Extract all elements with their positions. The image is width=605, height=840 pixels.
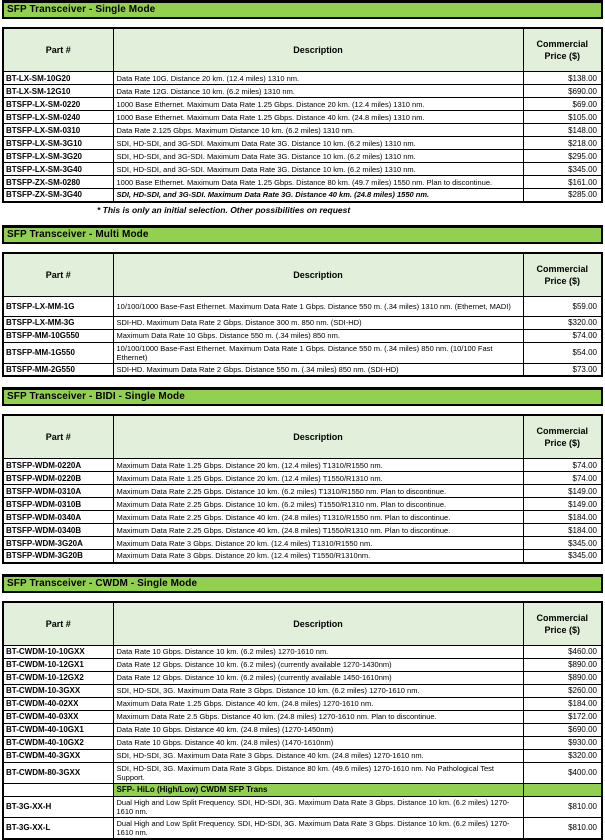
section-title: SFP Transceiver - Multi Mode (2, 225, 603, 244)
part-number-cell: BTSFP-ZX-SM-0280 (3, 176, 113, 189)
table-row (3, 658, 602, 671)
price-cell: $74.00 (523, 329, 602, 342)
table-row (3, 817, 602, 839)
table-header-row (3, 28, 602, 72)
price-cell: $184.00 (523, 697, 602, 710)
price-cell: $148.00 (523, 124, 602, 137)
description-cell: Maximum Data Rate 2.25 Gbps. Distance 40 km. (24.8 miles) T1550/R1310 nm. Plan to discontinue. (113, 524, 523, 537)
price-cell: $320.00 (523, 749, 602, 762)
part-number-cell: BTSFP-WDM-0310A (3, 485, 113, 498)
description-cell: Maximum Data Rate 2.5 Gbps. Distance 40 km. (24.8 miles) 1270-1610 nm. Plan to discontinue. (113, 710, 523, 723)
price-cell: $149.00 (523, 485, 602, 498)
table-row (3, 671, 602, 684)
table-row (3, 537, 602, 550)
part-number-cell: BTSFP-WDM-3G20A (3, 537, 113, 550)
table-row (3, 124, 602, 137)
description-cell: Maximum Data Rate 2.25 Gbps. Distance 10 km. (6.2 miles) T1310/R1550 nm. Plan to discontinue. (113, 485, 523, 498)
price-table (2, 252, 603, 378)
table-row (3, 296, 602, 316)
part-number-cell: BTSFP-ZX-SM-3G40 (3, 189, 113, 202)
part-number-cell: BT-CWDM-40-02XX (3, 697, 113, 710)
col-header-part: Part # (3, 28, 113, 72)
price-cell: $59.00 (523, 296, 602, 316)
description-cell: 10/100/1000 Base-Fast Ethernet. Maximum Data Rate 1 Gbps. Distance 550 m. (.34 miles) 1310 nm. (Ethernet, MADI) (113, 296, 523, 316)
col-header-description: Description (113, 28, 523, 72)
table-row (3, 189, 602, 202)
table-row (3, 645, 602, 658)
part-number-cell: BT-CWDM-80-3GXX (3, 762, 113, 783)
table-row (3, 710, 602, 723)
description-cell: Data Rate 12G. Distance 10 km. (6.2 miles) 1310 nm. (113, 85, 523, 98)
description-cell: Data Rate 10 Gbps. Distance 40 km. (24.8 miles) (1270-1450nm) (113, 723, 523, 736)
price-cell: $460.00 (523, 645, 602, 658)
price-cell: $73.00 (523, 363, 602, 376)
table-row (3, 98, 602, 111)
table-row (3, 85, 602, 98)
part-number-cell: BTSFP-MM-10G550 (3, 329, 113, 342)
part-number-cell: BT-CWDM-10-10GXX (3, 645, 113, 658)
part-number-cell: BT-CWDM-10-12GX1 (3, 658, 113, 671)
price-table (2, 414, 603, 564)
description-cell: 1000 Base Ethernet. Maximum Data Rate 1.25 Gbps. Distance 20 km. (12.4 miles) 1310 nm. (113, 98, 523, 111)
part-number-cell: BTSFP-LX-MM-1G (3, 296, 113, 316)
price-cell: $810.00 (523, 796, 602, 817)
subheader-empty-cell (3, 783, 113, 796)
col-header-price: Commercial Price ($) (523, 253, 602, 297)
description-cell: SDI, HD-SDI, and 3G-SDI. Maximum Data Rate 3G. Distance 10 km. (6.2 miles) 1310 nm. (113, 137, 523, 150)
part-number-cell: BT-3G-XX-L (3, 817, 113, 839)
part-number-cell: BTSFP-LX-SM-0310 (3, 124, 113, 137)
table-row (3, 550, 602, 563)
table-row (3, 485, 602, 498)
table-row (3, 176, 602, 189)
description-cell: Data Rate 12 Gbps. Distance 10 km. (6.2 miles) (currently available 1270-1430nm) (113, 658, 523, 671)
col-header-price: Commercial Price ($) (523, 602, 602, 646)
table-row (3, 697, 602, 710)
table-row (3, 363, 602, 376)
part-number-cell: BTSFP-LX-SM-0240 (3, 111, 113, 124)
part-number-cell: BTSFP-LX-SM-3G20 (3, 150, 113, 163)
part-number-cell: BTSFP-LX-SM-0220 (3, 98, 113, 111)
col-header-description: Description (113, 602, 523, 646)
selection-footnote: * This is only an initial selection. Other possibilities on request (97, 204, 351, 215)
section-cwdm-single-mode (2, 574, 603, 840)
part-number-cell: BT-CWDM-40-03XX (3, 710, 113, 723)
table-row (3, 749, 602, 762)
table-row (3, 150, 602, 163)
price-cell: $74.00 (523, 459, 602, 472)
price-cell: $184.00 (523, 511, 602, 524)
price-cell: $218.00 (523, 137, 602, 150)
table-row (3, 459, 602, 472)
description-cell: Maximum Data Rate 3 Gbps. Distance 20 km. (12.4 miles) T1310/R1550 nm. (113, 537, 523, 550)
price-cell: $172.00 (523, 710, 602, 723)
col-header-price: Commercial Price ($) (523, 28, 602, 72)
col-header-part: Part # (3, 602, 113, 646)
table-row (3, 472, 602, 485)
price-cell: $890.00 (523, 671, 602, 684)
price-cell: $320.00 (523, 316, 602, 329)
description-cell: Data Rate 10 Gbps. Distance 10 km. (6.2 miles) 1270-1610 nm. (113, 645, 523, 658)
group-subheader-label: SFP- HiLo (High/Low) CWDM SFP Trans (113, 783, 523, 796)
col-header-part: Part # (3, 415, 113, 459)
part-number-cell: BTSFP-WDM-0220B (3, 472, 113, 485)
description-cell: SDI, HD-SDI, and 3G-SDI. Maximum Data Rate 3G. Distance 40 km. (24.8 miles) 1550 nm. (113, 189, 523, 202)
table-row (3, 524, 602, 537)
table-header-row (3, 253, 602, 297)
description-cell: SDI, HD-SDI, 3G. Maximum Data Rate 3 Gbps. Distance 40 km. (24.8 miles) 1270-1610 nm. (113, 749, 523, 762)
price-cell: $74.00 (523, 472, 602, 485)
price-cell: $810.00 (523, 817, 602, 839)
description-cell: SDI-HD. Maximum Data Rate 2 Gbps. Distance 300 m. 850 nm. (SDI-HD) (113, 316, 523, 329)
description-cell: Data Rate 10 Gbps. Distance 40 km. (24.8 miles) (1470-1610nm) (113, 736, 523, 749)
price-cell: $184.00 (523, 524, 602, 537)
description-cell: Maximum Data Rate 3 Gbps. Distance 20 km. (12.4 miles) T1550/R1310nm. (113, 550, 523, 563)
section-title: SFP Transceiver - BIDI - Single Mode (2, 387, 603, 406)
section-title: SFP Transceiver - CWDM - Single Mode (2, 574, 603, 593)
description-cell: Maximum Data Rate 2.25 Gbps. Distance 40 km. (24.8 miles) T1310/R1550 nm. Plan to discontinue. (113, 511, 523, 524)
part-number-cell: BTSFP-LX-SM-3G10 (3, 137, 113, 150)
description-cell: Maximum Data Rate 1.25 Gbps. Distance 20 km. (12.4 miles) T1310/R1550 nm. (113, 459, 523, 472)
table-row (3, 111, 602, 124)
description-cell: Maximum Data Rate 1.25 Gbps. Distance 40 km. (24.8 miles) 1270-1610 nm. (113, 697, 523, 710)
price-cell: $690.00 (523, 85, 602, 98)
price-cell: $138.00 (523, 72, 602, 85)
col-header-description: Description (113, 253, 523, 297)
part-number-cell: BTSFP-LX-SM-3G40 (3, 163, 113, 176)
table-row (3, 762, 602, 783)
description-cell: Data Rate 12 Gbps. Distance 10 km. (6.2 miles) (currently available 1450-1610nm) (113, 671, 523, 684)
part-number-cell: BT-LX-SM-12G10 (3, 85, 113, 98)
part-number-cell: BTSFP-MM-2G550 (3, 363, 113, 376)
price-cell: $345.00 (523, 550, 602, 563)
price-cell: $930.00 (523, 736, 602, 749)
description-cell: Maximum Data Rate 1.25 Gbps. Distance 20 km. (12.4 miles) T1550/R1310 nm. (113, 472, 523, 485)
description-cell: Maximum Data Rate 10 Gbps. Distance 550 m. (.34 miles) 850 nm. (113, 329, 523, 342)
description-cell: Dual High and Low Split Frequency. SDI, HD-SDI, 3G. Maximum Data Rate 3 Gbps. Distance 10 km. (6.2 miles) 1270-1610 nm. (113, 796, 523, 817)
part-number-cell: BT-3G-XX-H (3, 796, 113, 817)
price-cell: $690.00 (523, 723, 602, 736)
col-header-description: Description (113, 415, 523, 459)
table-header-row (3, 415, 602, 459)
description-cell: SDI, HD-SDI, 3G. Maximum Data Rate 3 Gbps. Distance 10 km. (6.2 miles) 1270-1610 nm. (113, 684, 523, 697)
part-number-cell: BTSFP-MM-1G550 (3, 342, 113, 363)
price-cell: $54.00 (523, 342, 602, 363)
price-cell: $400.00 (523, 762, 602, 783)
description-cell: Dual High and Low Split Frequency. SDI, HD-SDI, 3G. Maximum Data Rate 3 Gbps. Distance 10 km. (6.2 miles) 1270-1610 nm. (113, 817, 523, 839)
table-row (3, 684, 602, 697)
part-number-cell: BT-CWDM-10-3GXX (3, 684, 113, 697)
section-bidi-single-mode (2, 387, 603, 564)
part-number-cell: BT-LX-SM-10G20 (3, 72, 113, 85)
part-number-cell: BT-CWDM-40-10GX2 (3, 736, 113, 749)
part-number-cell: BTSFP-LX-MM-3G (3, 316, 113, 329)
description-cell: 1000 Base Ethernet. Maximum Data Rate 1.25 Gbps. Distance 40 km. (24.8 miles) 1310 nm. (113, 111, 523, 124)
price-cell: $345.00 (523, 163, 602, 176)
part-number-cell: BTSFP-WDM-0340B (3, 524, 113, 537)
price-cell: $149.00 (523, 498, 602, 511)
part-number-cell: BTSFP-WDM-0340A (3, 511, 113, 524)
col-header-part: Part # (3, 253, 113, 297)
price-table (2, 601, 603, 840)
table-row (3, 511, 602, 524)
table-row (3, 498, 602, 511)
table-header-row (3, 602, 602, 646)
price-cell: $105.00 (523, 111, 602, 124)
description-cell: 10/100/1000 Base-Fast Ethernet. Maximum Data Rate 1 Gbps. Distance 550 m. (.34 miles) 850 nm. (10/100 Fast Ethernet) (113, 342, 523, 363)
section-multi-mode (2, 225, 603, 378)
price-cell: $69.00 (523, 98, 602, 111)
description-cell: SDI, HD-SDI, and 3G-SDI. Maximum Data Rate 3G. Distance 10 km. (6.2 miles) 1310 nm. (113, 163, 523, 176)
price-cell: $260.00 (523, 684, 602, 697)
price-table (2, 27, 603, 203)
subheader-empty-price-cell (523, 783, 602, 796)
description-cell: Maximum Data Rate 2.25 Gbps. Distance 10 km. (6.2 miles) T1550/R1310 nm. Plan to discontinue. (113, 498, 523, 511)
group-subheader-row (3, 783, 602, 796)
table-row (3, 329, 602, 342)
price-cell: $161.00 (523, 176, 602, 189)
table-row (3, 163, 602, 176)
price-cell: $345.00 (523, 537, 602, 550)
col-header-price: Commercial Price ($) (523, 415, 602, 459)
description-cell: Data Rate 10G. Distance 20 km. (12.4 miles) 1310 nm. (113, 72, 523, 85)
description-cell: Data Rate 2.125 Gbps. Maximum Distance 10 km. (6.2 miles) 1310 nm. (113, 124, 523, 137)
description-cell: SDI-HD. Maximum Data Rate 2 Gbps. Distance 550 m. (.34 miles) 850 nm. (SDI-HD) (113, 363, 523, 376)
description-cell: SDI, HD-SDI, and 3G-SDI. Maximum Data Rate 3G. Distance 10 km. (6.2 miles) 1310 nm. (113, 150, 523, 163)
table-row (3, 796, 602, 817)
section-title: SFP Transceiver - Single Mode (2, 0, 603, 19)
price-cell: $285.00 (523, 189, 602, 202)
part-number-cell: BT-CWDM-40-3GXX (3, 749, 113, 762)
description-cell: SDI, HD-SDI, 3G. Maximum Data Rate 3 Gbps. Distance 80 km. (49.6 miles) 1270-1610 nm. No Pathological Test Support. (113, 762, 523, 783)
part-number-cell: BT-CWDM-40-10GX1 (3, 723, 113, 736)
part-number-cell: BTSFP-WDM-3G20B (3, 550, 113, 563)
table-row (3, 316, 602, 329)
table-row (3, 342, 602, 363)
table-row (3, 736, 602, 749)
description-cell: 1000 Base Ethernet. Maximum Data Rate 1.25 Gbps. Distance 80 km. (49.7 miles) 1550 nm. Plan to discontinue. (113, 176, 523, 189)
price-cell: $295.00 (523, 150, 602, 163)
table-row (3, 723, 602, 736)
part-number-cell: BTSFP-WDM-0220A (3, 459, 113, 472)
part-number-cell: BTSFP-WDM-0310B (3, 498, 113, 511)
table-row (3, 72, 602, 85)
part-number-cell: BT-CWDM-10-12GX2 (3, 671, 113, 684)
section-single-mode (2, 0, 603, 215)
price-cell: $890.00 (523, 658, 602, 671)
table-row (3, 137, 602, 150)
